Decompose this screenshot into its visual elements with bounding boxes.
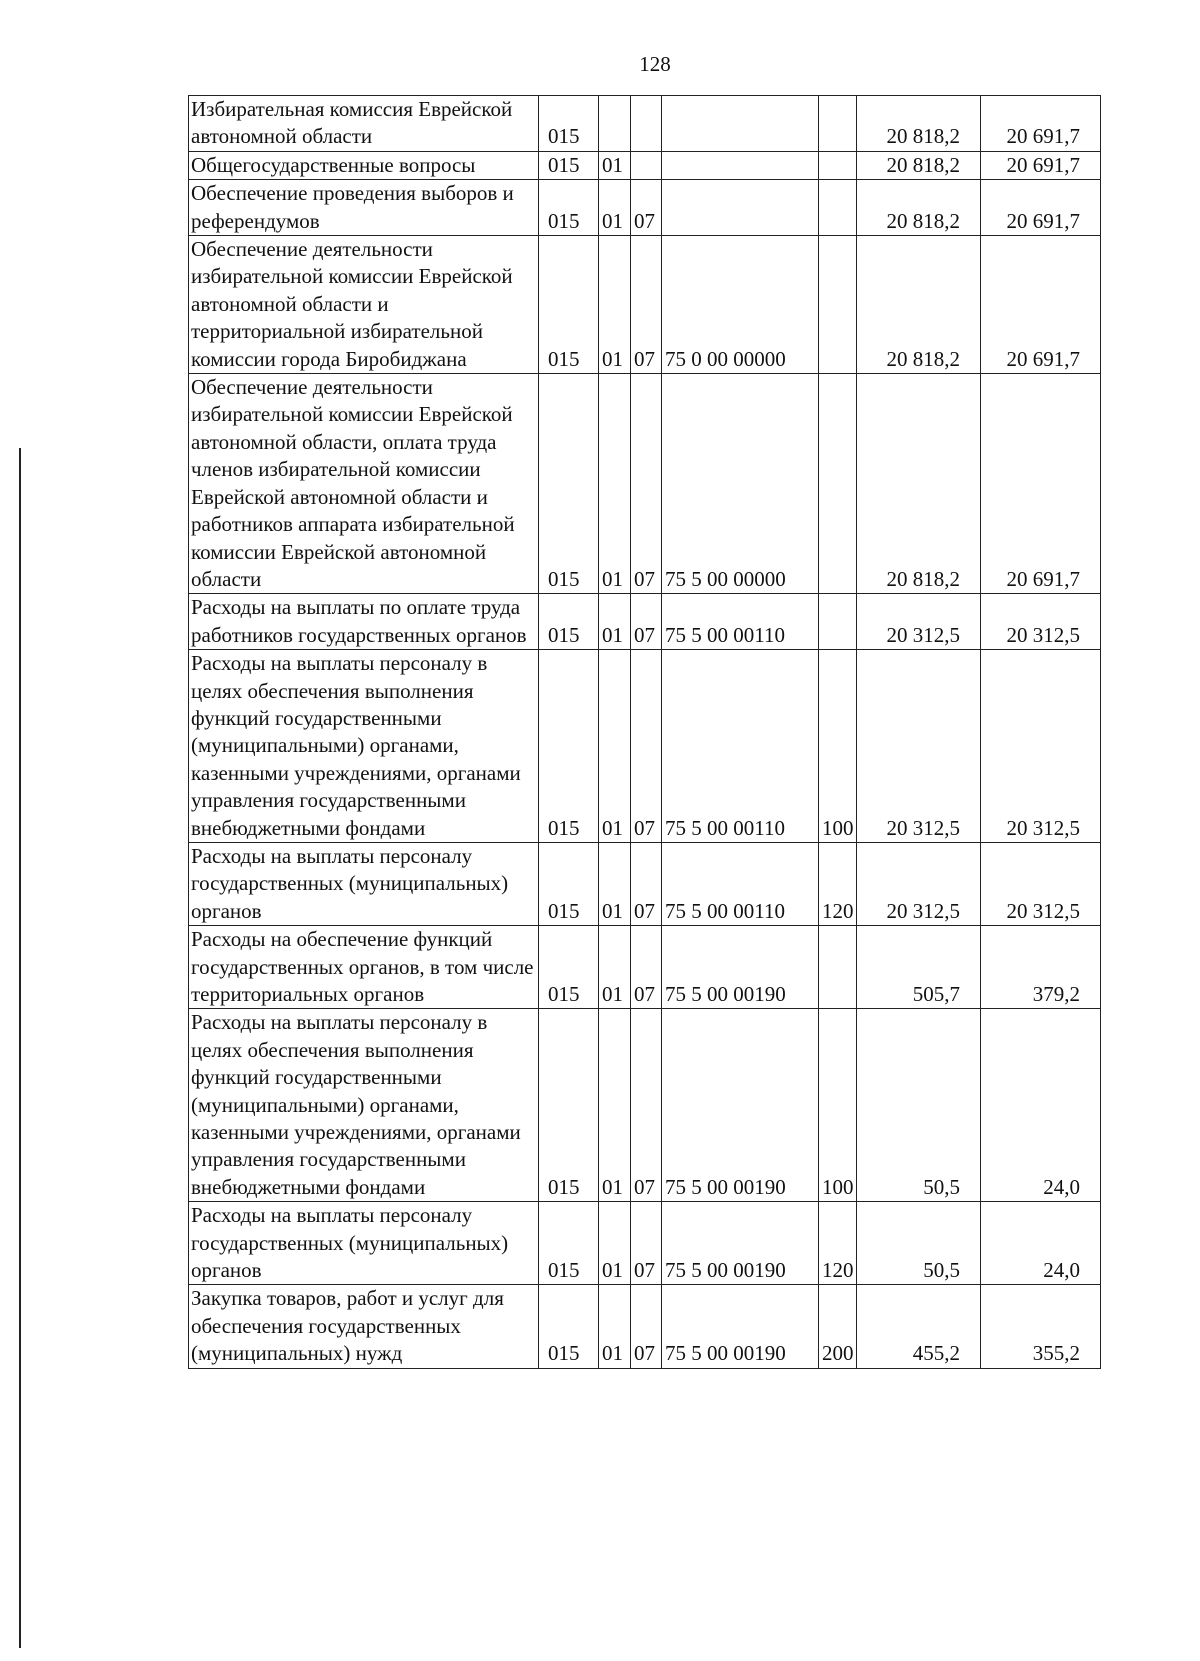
amount-year-2-cell: 20 691,7 [981,180,1101,236]
target-article-cell: 75 5 00 00190 [662,1009,819,1202]
expense-type-cell [819,151,857,179]
section-code-cell: 01 [599,1009,631,1202]
ministry-code-cell: 015 [539,926,599,1009]
subsection-code-cell: 07 [631,1202,662,1285]
scan-edge-line [19,448,21,1648]
row-name-cell: Расходы на выплаты персоналу государственных (муниципальных) органов [189,842,539,925]
row-name-cell: Расходы на выплаты персоналу в целях обеспечения выполнения функций государственными (муниципальными) органами, казенными учреждениями, органами управления государственными внебюджетными фондами [189,650,539,843]
amount-year-1-cell: 20 818,2 [857,236,981,374]
ministry-code-cell: 015 [539,1285,599,1368]
row-name-cell: Закупка товаров, работ и услуг для обеспечения государственных (муниципальных) нужд [189,1285,539,1368]
table-row [189,842,1101,925]
expense-type-cell: 100 [819,1009,857,1202]
target-article-cell: 75 0 00 00000 [662,236,819,374]
table-row [189,1285,1101,1368]
ministry-code-cell: 015 [539,1009,599,1202]
ministry-code-cell: 015 [539,96,599,152]
amount-year-2-cell: 20 312,5 [981,842,1101,925]
expense-type-cell: 120 [819,1202,857,1285]
amount-year-2-cell: 20 312,5 [981,594,1101,650]
expense-type-cell [819,594,857,650]
amount-year-1-cell: 20 312,5 [857,594,981,650]
expense-type-cell [819,236,857,374]
row-name-cell: Расходы на выплаты по оплате труда работников государственных органов [189,594,539,650]
table-row [189,594,1101,650]
subsection-code-cell: 07 [631,374,662,594]
subsection-code-cell: 07 [631,594,662,650]
expense-type-cell [819,180,857,236]
ministry-code-cell: 015 [539,594,599,650]
section-code-cell: 01 [599,1285,631,1368]
target-article-cell: 75 5 00 00190 [662,1202,819,1285]
section-code-cell: 01 [599,180,631,236]
section-code-cell: 01 [599,374,631,594]
expense-type-cell: 120 [819,842,857,925]
amount-year-1-cell: 20 312,5 [857,650,981,843]
amount-year-2-cell: 20 691,7 [981,151,1101,179]
table-row [189,96,1101,152]
row-name-cell: Расходы на обеспечение функций государственных органов, в том числе территориальных органов [189,926,539,1009]
row-name-cell: Расходы на выплаты персоналу государственных (муниципальных) органов [189,1202,539,1285]
amount-year-2-cell: 20 691,7 [981,236,1101,374]
target-article-cell: 75 5 00 00190 [662,926,819,1009]
amount-year-2-cell: 24,0 [981,1202,1101,1285]
amount-year-1-cell: 20 818,2 [857,180,981,236]
section-code-cell: 01 [599,594,631,650]
subsection-code-cell: 07 [631,650,662,843]
amount-year-2-cell: 20 691,7 [981,374,1101,594]
ministry-code-cell: 015 [539,374,599,594]
section-code-cell [599,96,631,152]
amount-year-2-cell: 355,2 [981,1285,1101,1368]
row-name-cell: Обеспечение деятельности избирательной комиссии Еврейской автономной области, оплата труда членов избирательной комиссии Еврейской автономной области и работников аппарата избирательной комиссии Еврейской автономной области [189,374,539,594]
amount-year-1-cell: 20 818,2 [857,151,981,179]
section-code-cell: 01 [599,650,631,843]
subsection-code-cell [631,96,662,152]
ministry-code-cell: 015 [539,151,599,179]
amount-year-1-cell: 20 312,5 [857,842,981,925]
row-name-cell: Обеспечение деятельности избирательной комиссии Еврейской автономной области и территориальной избирательной комиссии города Биробиджана [189,236,539,374]
target-article-cell [662,96,819,152]
table-row [189,180,1101,236]
ministry-code-cell: 015 [539,180,599,236]
table-row [189,926,1101,1009]
section-code-cell: 01 [599,151,631,179]
amount-year-1-cell: 20 818,2 [857,374,981,594]
table-row [189,151,1101,179]
subsection-code-cell: 07 [631,180,662,236]
target-article-cell [662,180,819,236]
target-article-cell [662,151,819,179]
subsection-code-cell: 07 [631,842,662,925]
ministry-code-cell: 015 [539,236,599,374]
target-article-cell: 75 5 00 00110 [662,594,819,650]
expense-type-cell [819,374,857,594]
target-article-cell: 75 5 00 00110 [662,842,819,925]
expense-type-cell [819,926,857,1009]
subsection-code-cell: 07 [631,236,662,374]
ministry-code-cell: 015 [539,1202,599,1285]
amount-year-2-cell: 379,2 [981,926,1101,1009]
table-row [189,1009,1101,1202]
expense-type-cell: 200 [819,1285,857,1368]
row-name-cell: Избирательная комиссия Еврейской автономной области [189,96,539,152]
amount-year-2-cell: 20 312,5 [981,650,1101,843]
amount-year-1-cell: 50,5 [857,1009,981,1202]
budget-table-body [189,96,1101,1369]
section-code-cell: 01 [599,926,631,1009]
section-code-cell: 01 [599,1202,631,1285]
target-article-cell: 75 5 00 00110 [662,650,819,843]
section-code-cell: 01 [599,236,631,374]
row-name-cell: Общегосударственные вопросы [189,151,539,179]
amount-year-1-cell: 505,7 [857,926,981,1009]
amount-year-2-cell: 24,0 [981,1009,1101,1202]
expense-type-cell [819,96,857,152]
ministry-code-cell: 015 [539,842,599,925]
amount-year-1-cell: 20 818,2 [857,96,981,152]
row-name-cell: Расходы на выплаты персоналу в целях обеспечения выполнения функций государственными (муниципальными) органами, казенными учреждениями, органами управления государственными внебюджетными фондами [189,1009,539,1202]
budget-table [188,95,1101,1369]
table-row [189,1202,1101,1285]
row-name-cell: Обеспечение проведения выборов и референдумов [189,180,539,236]
subsection-code-cell: 07 [631,1285,662,1368]
ministry-code-cell: 015 [539,650,599,843]
amount-year-1-cell: 50,5 [857,1202,981,1285]
section-code-cell: 01 [599,842,631,925]
subsection-code-cell [631,151,662,179]
table-row [189,236,1101,374]
amount-year-1-cell: 455,2 [857,1285,981,1368]
expense-type-cell: 100 [819,650,857,843]
amount-year-2-cell: 20 691,7 [981,96,1101,152]
table-row [189,650,1101,843]
subsection-code-cell: 07 [631,1009,662,1202]
page-number: 128 [639,52,671,76]
target-article-cell: 75 5 00 00000 [662,374,819,594]
target-article-cell: 75 5 00 00190 [662,1285,819,1368]
table-row [189,374,1101,594]
subsection-code-cell: 07 [631,926,662,1009]
